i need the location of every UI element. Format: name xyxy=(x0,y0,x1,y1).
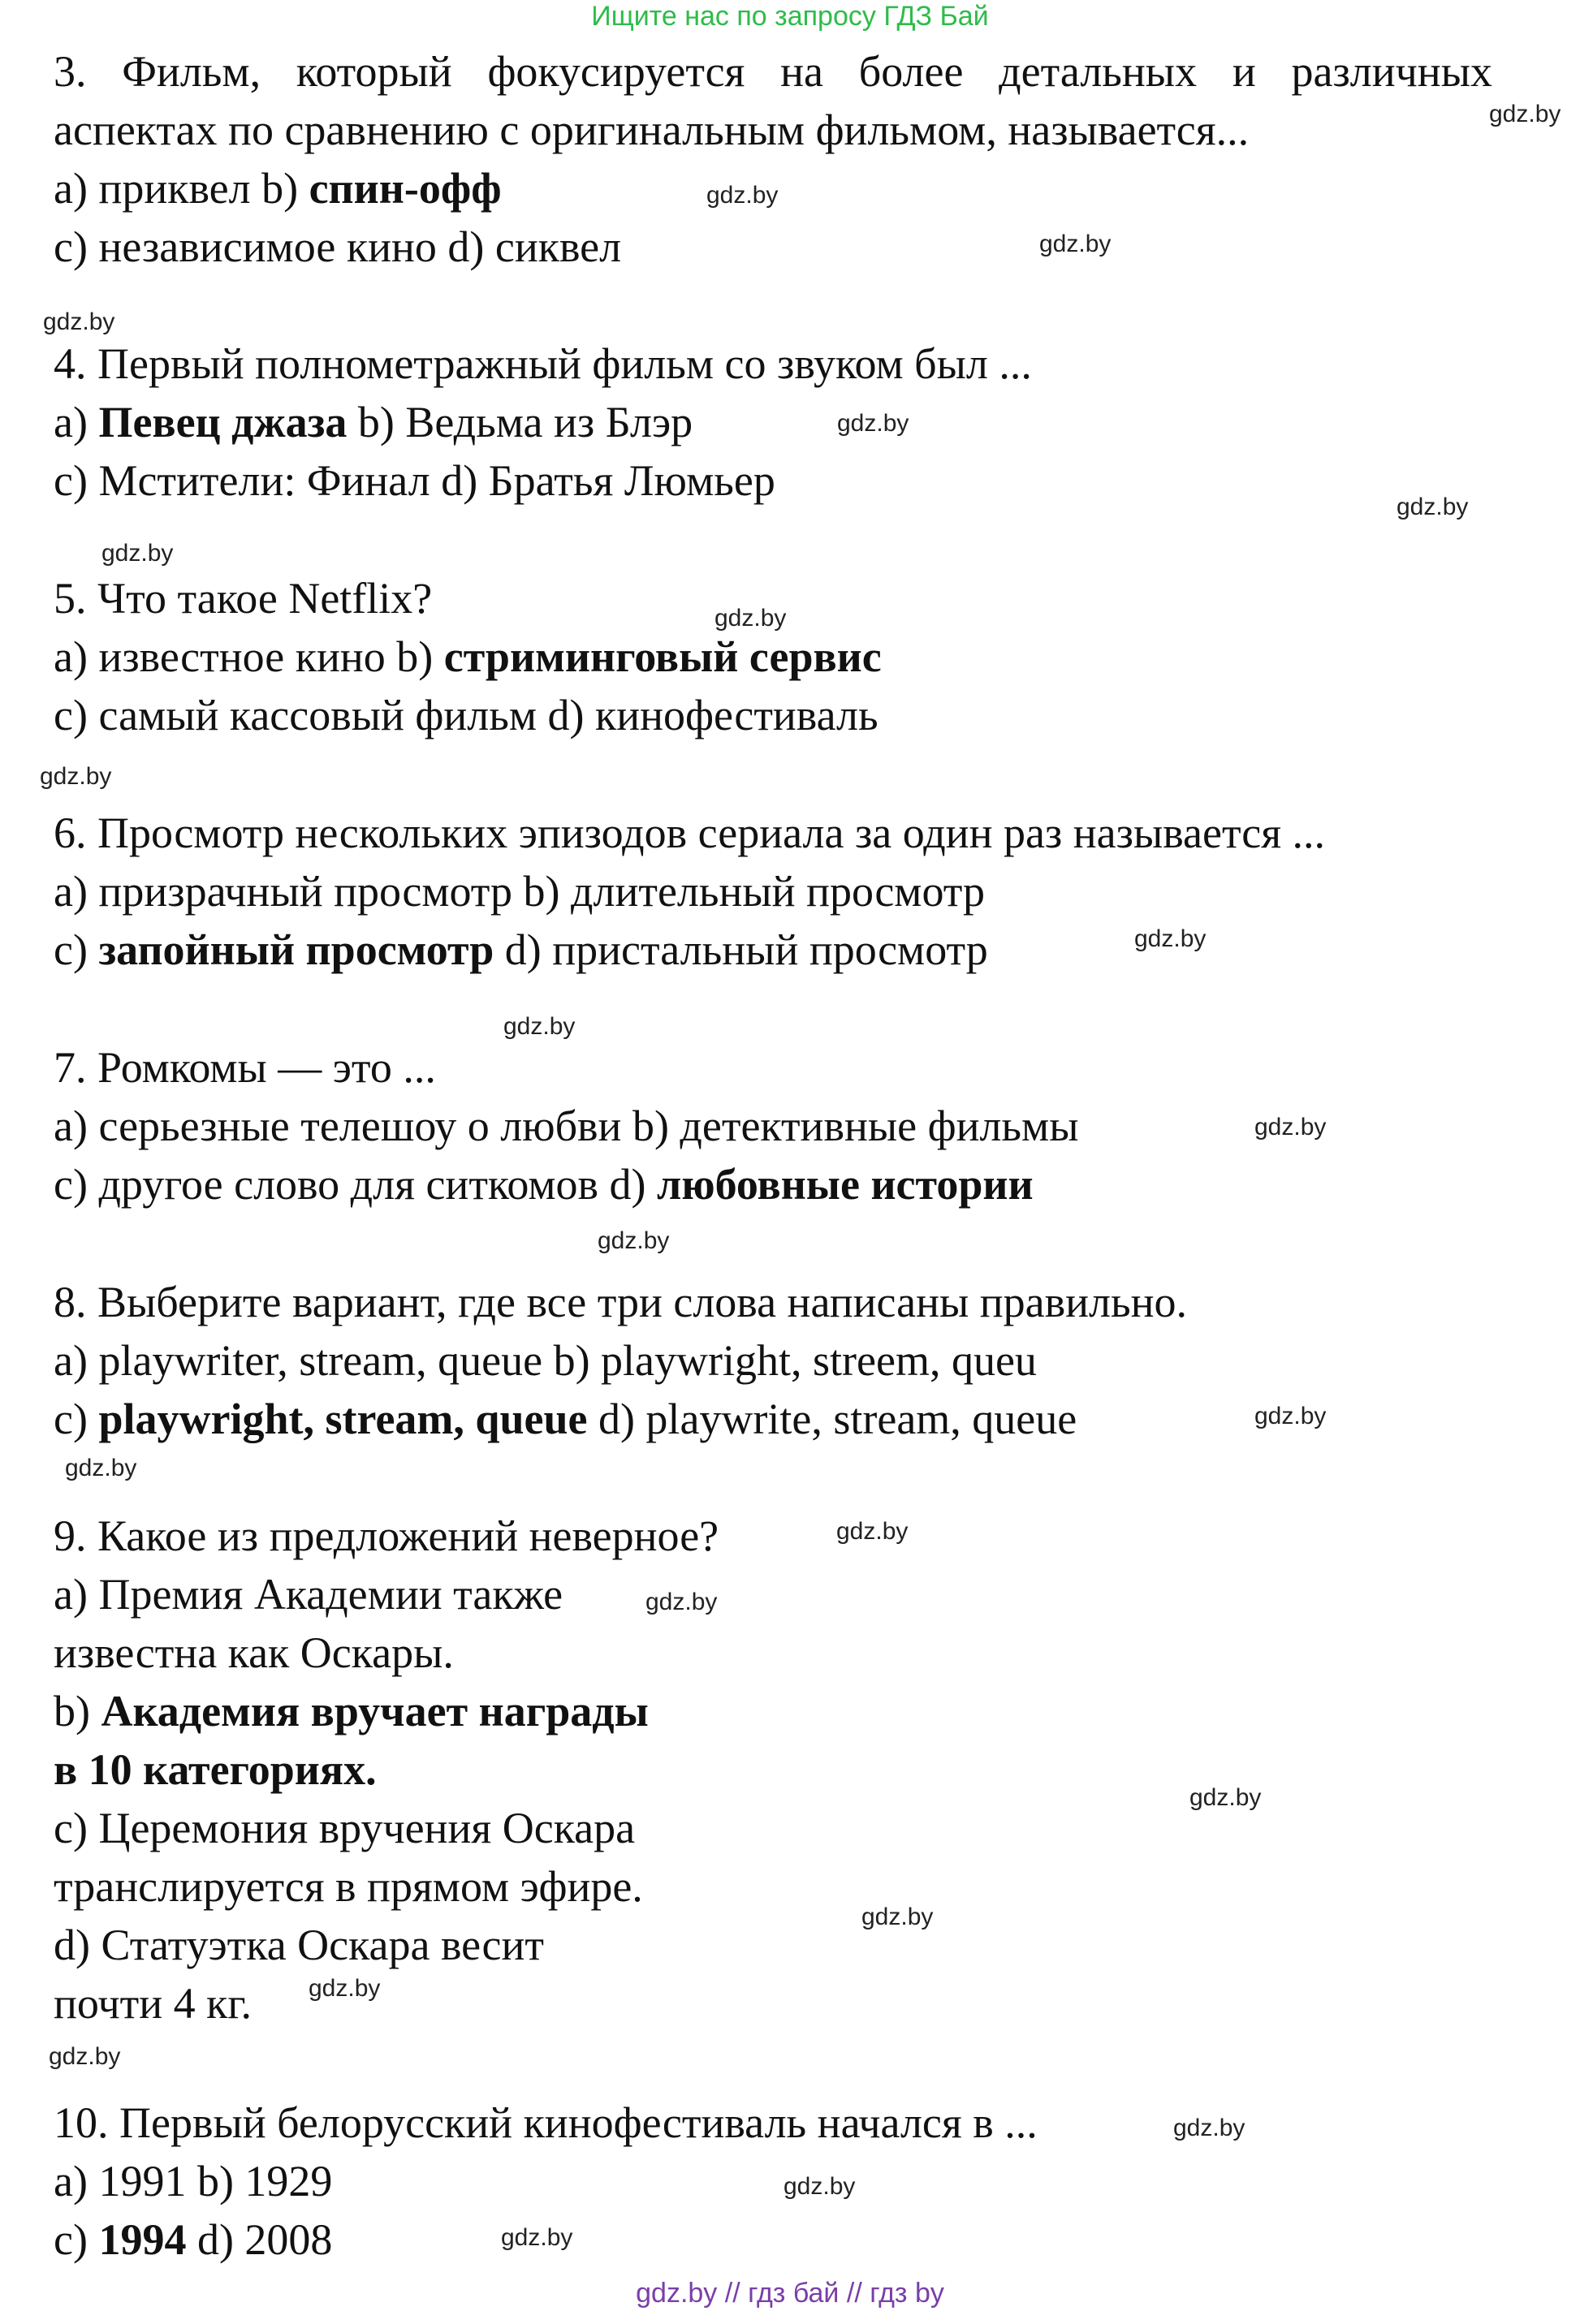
watermark: gdz.by xyxy=(836,1518,909,1545)
watermark: gdz.by xyxy=(1397,494,1469,520)
q9-option-d-1: d) Статуэтка Оскара весит xyxy=(54,1921,544,1969)
q8-option-cd xyxy=(54,1395,1077,1443)
q5-option-ab xyxy=(54,632,882,681)
q4-line-1: 4. Первый полнометражный фильм со звуком был ... xyxy=(54,339,1032,388)
q8-option-ab: a) playwriter, stream, queue b) playwright, streem, queu xyxy=(54,1336,1037,1385)
q9-option-c-1: c) Церемония вручения Оскара xyxy=(54,1804,636,1852)
text: c) xyxy=(54,2215,99,2264)
watermark: gdz.by xyxy=(1039,231,1112,257)
watermark: gdz.by xyxy=(598,1227,670,1254)
watermark: gdz.by xyxy=(714,605,787,632)
correct-answer: стриминговый сервис xyxy=(443,632,882,681)
watermark: gdz.by xyxy=(1489,101,1561,127)
watermark: gdz.by xyxy=(837,410,909,437)
text: a) приквел b) xyxy=(54,164,309,213)
text: b) Ведьма из Блэр xyxy=(347,398,693,446)
q3-line-1: 3. Фильм, который фокусируется на более детальных и различных xyxy=(54,47,1492,96)
watermark: gdz.by xyxy=(645,1589,718,1615)
watermark: gdz.by xyxy=(43,308,115,335)
q4-option-ab xyxy=(54,398,693,446)
correct-answer: запойный просмотр xyxy=(98,925,494,974)
q5-option-cd: c) самый кассовый фильм d) кинофестиваль xyxy=(54,691,878,739)
correct-answer: 1994 xyxy=(98,2215,187,2264)
q9-option-d-2: почти 4 кг. xyxy=(54,1979,252,2028)
watermark: gdz.by xyxy=(40,763,112,790)
q6-line-1: 6. Просмотр нескольких эпизодов сериала за один раз называется ... xyxy=(54,808,1326,857)
text: a) xyxy=(54,398,99,446)
text: c) xyxy=(54,925,99,974)
q4-option-cd: c) Мстители: Финал d) Братья Люмьер xyxy=(54,456,775,505)
q7-option-ab: a) серьезные телешоу о любви b) детективные фильмы xyxy=(54,1102,1079,1150)
watermark: gdz.by xyxy=(784,2173,856,2200)
watermark: gdz.by xyxy=(309,1975,381,2002)
footer-banner: gdz.by // гдз бай // гдз by xyxy=(636,2278,944,2309)
q6-option-ab: a) призрачный просмотр b) длительный просмотр xyxy=(54,867,985,916)
watermark: gdz.by xyxy=(501,2224,573,2251)
q10-option-cd xyxy=(54,2215,332,2264)
header-banner: Ищите нас по запросу ГДЗ Бай xyxy=(591,1,989,32)
watermark: gdz.by xyxy=(1254,1403,1327,1429)
watermark: gdz.by xyxy=(503,1013,576,1040)
correct-answer: в 10 категориях. xyxy=(54,1745,377,1794)
text: d) 2008 xyxy=(186,2215,333,2264)
q10-line-1: 10. Первый белорусский кинофестиваль начался в ... xyxy=(54,2098,1038,2147)
text: d) пристальный просмотр xyxy=(494,925,988,974)
q3-option-ab xyxy=(54,164,502,213)
watermark: gdz.by xyxy=(861,1904,934,1930)
correct-answer: Певец джаза xyxy=(98,398,348,446)
correct-answer: playwright, stream, queue xyxy=(98,1395,588,1443)
q3-line-2: аспектах по сравнению с оригинальным фильмом, называется... xyxy=(54,106,1250,154)
correct-answer: Академия вручает награды xyxy=(101,1687,649,1735)
watermark: gdz.by xyxy=(101,540,174,567)
watermark: gdz.by xyxy=(49,2043,121,2070)
watermark: gdz.by xyxy=(1134,925,1207,952)
text: d) playwrite, stream, queue xyxy=(587,1395,1077,1443)
text: c) другое слово для ситкомов d) xyxy=(54,1160,658,1209)
watermark: gdz.by xyxy=(1173,2115,1245,2141)
q9-option-a-1: a) Премия Академии также xyxy=(54,1570,563,1619)
q5-line-1: 5. Что такое Netflix? xyxy=(54,574,433,623)
watermark: gdz.by xyxy=(1254,1114,1327,1140)
correct-answer: любовные истории xyxy=(657,1160,1034,1209)
watermark: gdz.by xyxy=(1189,1784,1262,1811)
text: b) xyxy=(54,1687,101,1735)
q6-option-cd xyxy=(54,925,988,974)
q3-option-cd: c) независимое кино d) сиквел xyxy=(54,222,622,271)
watermark: gdz.by xyxy=(706,182,779,209)
q9-line-1: 9. Какое из предложений неверное? xyxy=(54,1511,719,1560)
q7-line-1: 7. Ромкомы — это ... xyxy=(54,1043,436,1092)
q10-option-ab: a) 1991 b) 1929 xyxy=(54,2157,333,2205)
q8-line-1: 8. Выберите вариант, где все три слова написаны правильно. xyxy=(54,1278,1188,1326)
q7-option-cd xyxy=(54,1160,1034,1209)
watermark: gdz.by xyxy=(65,1455,137,1481)
correct-answer: спин-офф xyxy=(309,164,502,213)
text: c) xyxy=(54,1395,99,1443)
text: a) известное кино b) xyxy=(54,632,444,681)
q9-option-c-2: транслируется в прямом эфире. xyxy=(54,1862,643,1911)
q9-option-a-2: известна как Оскары. xyxy=(54,1628,454,1677)
q9-option-b-2 xyxy=(54,1745,377,1794)
q9-option-b-1 xyxy=(54,1687,649,1735)
